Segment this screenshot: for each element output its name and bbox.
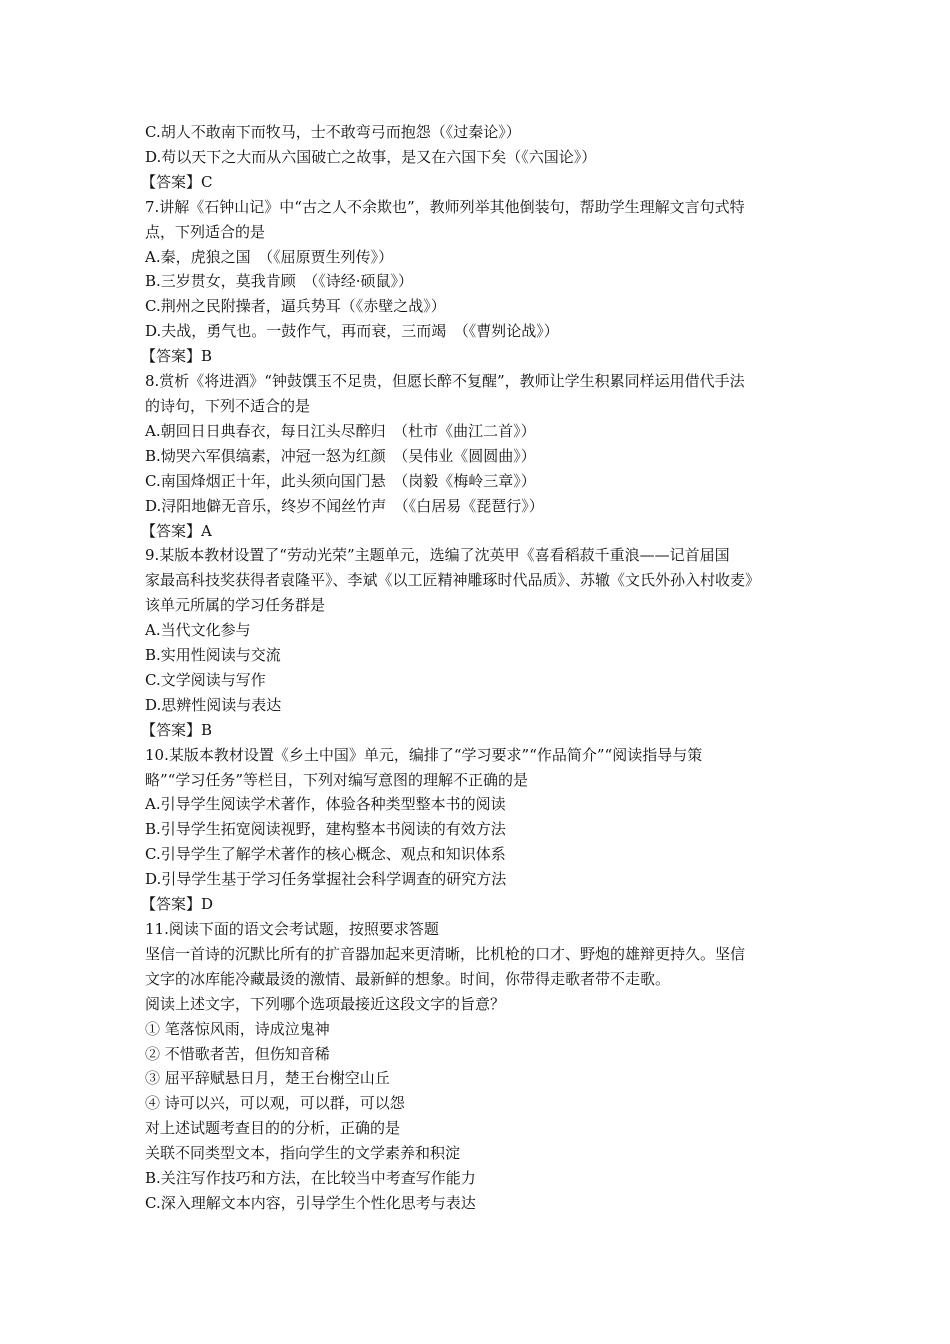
text-line: 阅读上述文字，下列哪个选项最接近这段文字的旨意？: [145, 994, 506, 1013]
text-line: C.胡人不敢南下而牧马，士不敢弯弓而抱怨（《过秦论》）: [145, 123, 521, 141]
text-line: B.恸哭六军俱缟素，冲冠一怒为红颜 （吴伟业《圆圆曲》）: [145, 446, 536, 465]
text-line: D.苟以天下之大而从六国破亡之故事，是又在六国下矣（《六国论》）: [145, 147, 597, 166]
text-line: D.夫战，勇气也。一鼓作气，再而衰，三而竭 （《曹刿论战》）: [145, 322, 559, 341]
text-line: 8.赏析《将进酒》“钟鼓馔玉不足贵，但愿长醉不复醒”，教师让学生积累同样运用借代手法: [145, 372, 745, 391]
text-line: ④ 诗可以兴，可以观，可以群，可以怨: [145, 1094, 405, 1113]
text-line: 略”“学习任务”等栏目，下列对编写意图的理解不正确的是: [145, 770, 529, 789]
text-line: 文字的冰库能冷藏最烫的激情、最新鲜的想象。时间，你带得走歌者带不走歌。: [145, 969, 671, 988]
answer-line: 【答案】B: [141, 347, 213, 366]
text-line: C.南国烽烟正十年，此头须向国门悬 （岗毅《梅岭三章》）: [145, 471, 536, 490]
text-line: 11.阅读下面的语文会考试题，按照要求答题: [145, 920, 439, 938]
document-body: [141, 120, 825, 1216]
text-line: ② 不惜歌者苦，但伤知音稀: [145, 1044, 330, 1063]
text-line: B.关注写作技巧和方法，在比较当中考查写作能力: [145, 1169, 476, 1188]
text-line: C.引导学生了解学术著作的核心概念、观点和知识体系: [145, 845, 506, 864]
text-line: 对上述试题考查目的的分析，正确的是: [145, 1119, 401, 1138]
text-line: ③ 屈平辞赋悬日月，楚王台榭空山丘: [145, 1069, 390, 1088]
text-line: 10.某版本教材设置《乡土中国》单元，编排了“学习要求”“作品简介”“阅读指导与策: [145, 745, 703, 764]
text-line: ① 笔落惊风雨，诗成泣鬼神: [145, 1019, 330, 1038]
text-line: B.引导学生拓宽阅读视野，建构整本书阅读的有效方法: [145, 820, 506, 839]
answer-line: 【答案】C: [141, 172, 213, 191]
text-line: 关联不同类型文本，指向学生的文学素养和积淀: [145, 1144, 461, 1163]
text-line: C.荆州之民附操者，逼兵势耳（《赤壁之战》）: [145, 297, 446, 316]
text-line: 家最高科技奖获得者袁隆平》、李斌《以工匠精神雕琢时代品质》、苏辙《文氏外孙入村收麦》: [145, 571, 761, 590]
text-line: 该单元所属的学习任务群是: [145, 596, 326, 615]
text-line: A.当代文化参与: [145, 621, 251, 640]
text-line: A.秦，虎狼之国 （《屈原贾生列传》）: [145, 247, 394, 266]
text-line: C.文学阅读与写作: [145, 670, 266, 689]
text-line: A.引导学生阅读学术著作，体验各种类型整本书的阅读: [145, 795, 506, 814]
text-line: D.浔阳地僻无音乐，终岁不闻丝竹声 （《白居易《琵琶行》）: [145, 496, 544, 515]
text-line: C.深入理解文本内容，引导学生个性化思考与表达: [145, 1193, 476, 1212]
answer-line: 【答案】A: [141, 521, 212, 540]
text-line: 坚信一首诗的沉默比所有的扩音器加起来更清晰，比机枪的口才、野炮的雄辩更持久。坚信: [145, 944, 746, 963]
answer-line: 【答案】D: [141, 895, 214, 914]
text-line: D.引导学生基于学习任务掌握社会科学调查的研究方法: [145, 870, 507, 889]
text-line: B.实用性阅读与交流: [145, 646, 281, 665]
text-line: 7.讲解《石钟山记》中“古之人不余欺也”，教师列举其他倒装句，帮助学生理解文言句式特: [145, 197, 745, 216]
text-line: D.思辨性阅读与表达: [145, 695, 282, 714]
text-line: 的诗句，下列不适合的是: [145, 396, 311, 415]
text-line: 点，下列适合的是: [145, 222, 266, 241]
text-line: A.朝回日日典春衣，每日江头尽醉归 （杜市《曲江二首》）: [145, 421, 536, 440]
text-line: B.三岁贯女，莫我肯顾 （《诗经·硕鼠》）: [145, 272, 414, 291]
text-line: 9.某版本教材设置了“劳动光荣”主题单元，选编了沈英甲《喜看稻菽千重浪——记首届国: [145, 546, 730, 565]
answer-line: 【答案】B: [141, 720, 213, 739]
